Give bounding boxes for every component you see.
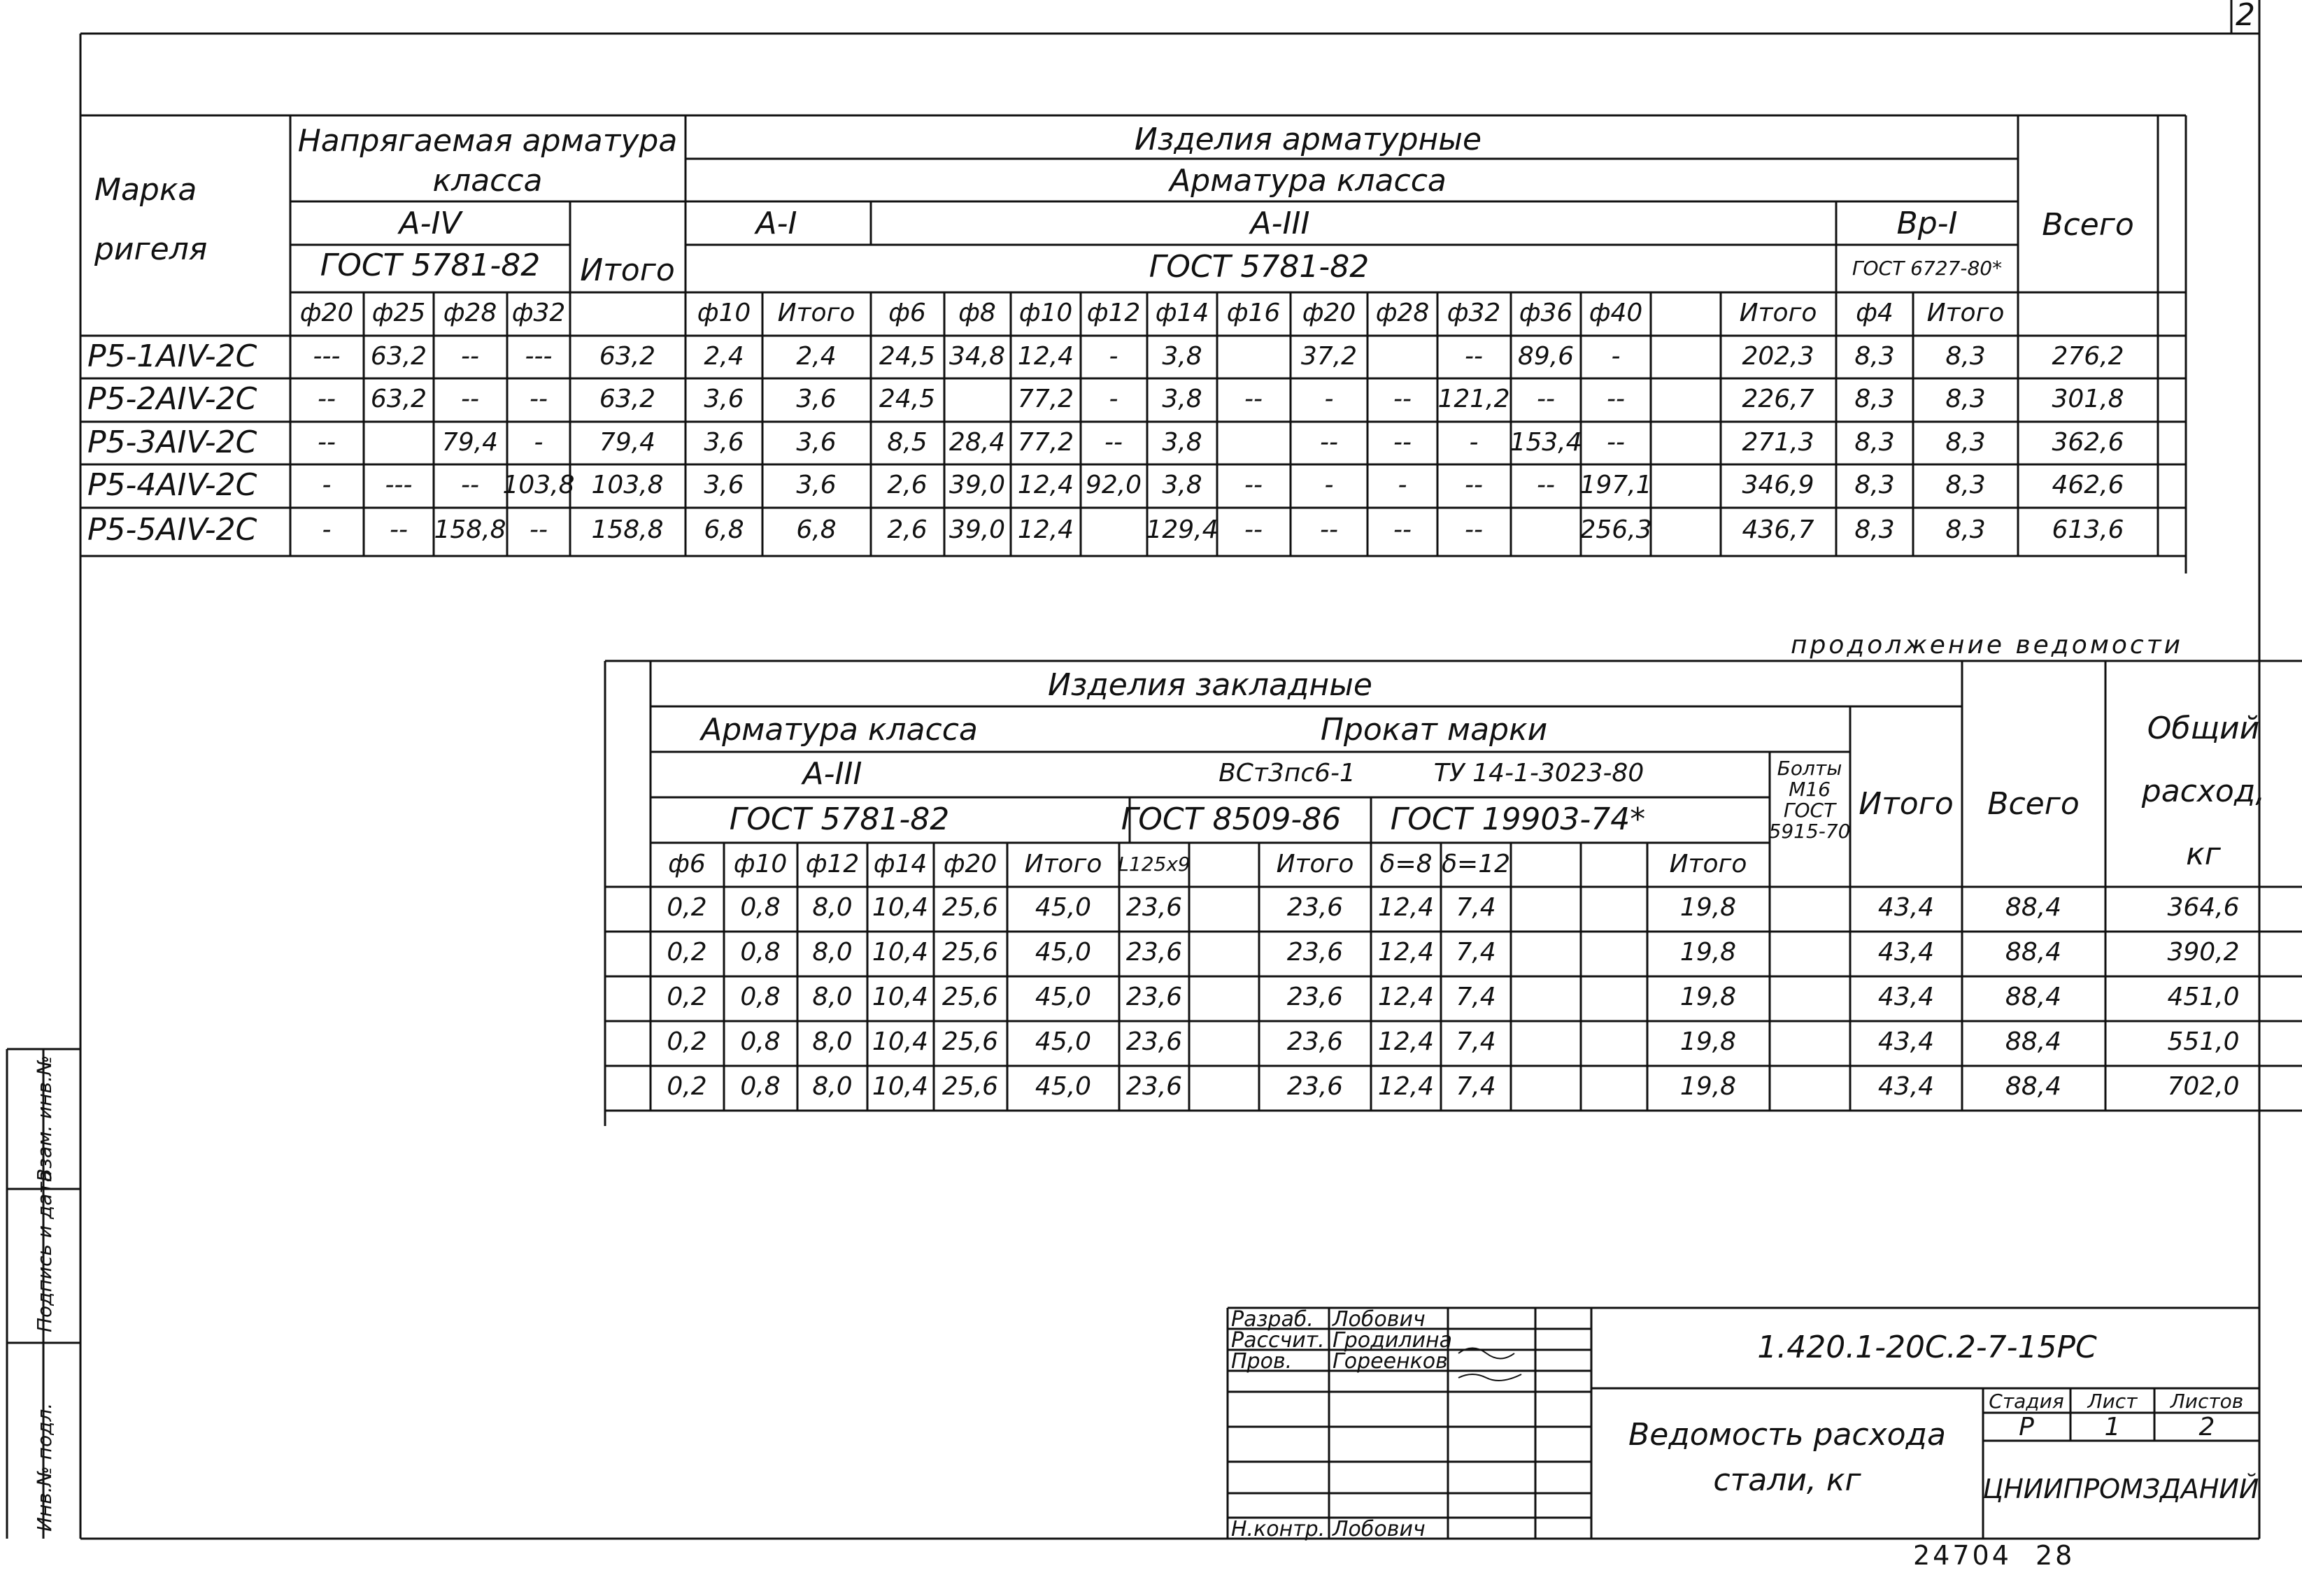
- t2-col-h: Итого: [1024, 850, 1102, 878]
- table1-cell: 3,8: [1162, 471, 1202, 499]
- t2-col-h: δ=8: [1379, 850, 1433, 878]
- table1-cell: 37,2: [1300, 342, 1358, 371]
- table1-cell: -: [1109, 385, 1118, 413]
- table1-cell: 24,5: [879, 385, 936, 413]
- table1-cell: --: [1393, 515, 1412, 544]
- table2-cell: 23,6: [1125, 893, 1183, 922]
- t1-head-rigelya: ригеля: [94, 231, 208, 267]
- t1-col-h: ф10: [697, 299, 751, 327]
- table1-cell: 256,3: [1579, 515, 1652, 544]
- table2-cell: 10,4: [872, 1072, 929, 1101]
- stamp-role: Разраб.: [1231, 1307, 1314, 1332]
- table2-cell: 88,4: [2005, 893, 2062, 922]
- table1-cell: --: [461, 342, 479, 371]
- table1-cell: --: [1244, 385, 1263, 413]
- t1-head-aiv: А-IV: [399, 206, 462, 241]
- t2-col-h: Итого: [1669, 850, 1747, 878]
- table1-cell: 79,4: [441, 428, 499, 457]
- table2-cell: 8,0: [812, 1072, 853, 1101]
- table1-cell: --: [1537, 471, 1555, 499]
- stamp-role: Рассчит.: [1231, 1328, 1325, 1353]
- table1-cell: 8,3: [1854, 471, 1895, 499]
- table1-cell: 8,3: [1945, 471, 1986, 499]
- table1-cell: --: [390, 515, 408, 544]
- table1-cell: -: [1469, 428, 1479, 457]
- t1-col-h: ф4: [1856, 299, 1894, 327]
- corner-mark: 2: [2236, 0, 2255, 33]
- table2-cell: 23,6: [1125, 1072, 1183, 1101]
- table2-cell: 25,6: [942, 1072, 999, 1101]
- table1-cell: 6,8: [796, 515, 837, 544]
- table2-cell: 8,0: [812, 938, 853, 967]
- t1-col-h: Итого: [1739, 299, 1817, 327]
- t1-col-h: ф32: [511, 299, 566, 327]
- row-mark: Р5-5АIV-2С: [87, 512, 257, 548]
- t2-head-izdeliya: Изделия закладные: [1048, 667, 1372, 703]
- table1-cell: 158,8: [434, 515, 506, 544]
- t1-head-gost-mid: ГОСТ 5781-82: [1149, 249, 1370, 285]
- table1-cell: 2,6: [887, 471, 928, 499]
- t2-col-h: Итого: [1276, 850, 1354, 878]
- table1-cell: -: [322, 515, 332, 544]
- table2-cell: 45,0: [1035, 938, 1092, 967]
- table1-cell: 346,9: [1742, 471, 1814, 499]
- sheet-value: 1: [2104, 1413, 2121, 1441]
- table2-cell: 45,0: [1035, 983, 1092, 1011]
- table2-cell: 88,4: [2005, 1027, 2062, 1056]
- table1-cell: --: [461, 385, 479, 413]
- table1-cell: 92,0: [1085, 471, 1142, 499]
- table2-cell: 19,8: [1679, 938, 1737, 967]
- table2-cell: 12,4: [1377, 893, 1435, 922]
- table2-cell: 23,6: [1286, 893, 1344, 922]
- table2-cell: 19,8: [1679, 1027, 1737, 1056]
- table2-cell: 43,4: [1877, 1072, 1935, 1101]
- t1-col-h: ф14: [1155, 299, 1209, 327]
- table1-cell: --: [318, 385, 336, 413]
- table1-cell: ---: [525, 342, 553, 371]
- table1-cell: --: [1244, 515, 1263, 544]
- table1-cell: -: [1398, 471, 1407, 499]
- table1-cell: -: [322, 471, 332, 499]
- table1-cell: 158,8: [591, 515, 664, 544]
- table2-cell: 43,4: [1877, 893, 1935, 922]
- table1-cell: 8,3: [1854, 385, 1895, 413]
- table1-cell: 2,6: [887, 515, 928, 544]
- t1-col-h: ф12: [1086, 299, 1141, 327]
- row-mark: Р5-3АIV-2С: [87, 425, 257, 460]
- table1-cell: 2,4: [796, 342, 837, 371]
- table2-cell: 23,6: [1286, 1072, 1344, 1101]
- table2-cell: 7,4: [1456, 983, 1496, 1011]
- table1-cell: 613,6: [2052, 515, 2124, 544]
- footer-inv: 24704: [1913, 1540, 2012, 1571]
- table1-cell: 436,7: [1742, 515, 1814, 544]
- table2-cell: 10,4: [872, 983, 929, 1011]
- table1-cell: 39,0: [948, 515, 1006, 544]
- t2-head-obshchiy: Общий: [2147, 711, 2260, 746]
- table2-cell: 0,8: [740, 1072, 781, 1101]
- table1-cell: 8,3: [1945, 428, 1986, 457]
- table1-cell: 3,6: [704, 471, 744, 499]
- table1-cell: 3,6: [796, 385, 837, 413]
- table2-cell: 7,4: [1456, 1027, 1496, 1056]
- t1-col-h: ф20: [299, 299, 354, 327]
- table1-cell: 3,8: [1162, 385, 1202, 413]
- table1-cell: --: [1607, 385, 1625, 413]
- table1-cell: --: [1607, 428, 1625, 457]
- table1-cell: 28,4: [948, 428, 1006, 457]
- table1-cell: 103,8: [591, 471, 664, 499]
- doc-code: 1.420.1-20С.2-7-15РС: [1757, 1330, 2097, 1365]
- t2-head-bolt: Болты: [1777, 757, 1842, 780]
- t2-note: продолжение ведомости: [1791, 631, 2184, 660]
- t1-head-aiii: А-III: [1250, 206, 1310, 241]
- table1-cell: 12,4: [1017, 515, 1074, 544]
- table2-cell: 0,2: [667, 983, 707, 1011]
- t1-col-h: ф6: [888, 299, 926, 327]
- table1-cell: 3,8: [1162, 342, 1202, 371]
- t1-head-vr: Вр-I: [1896, 206, 1958, 241]
- table2-cell: 8,0: [812, 983, 853, 1011]
- table2-cell: 23,6: [1125, 938, 1183, 967]
- t1-head-izdeliya: Изделия арматурные: [1134, 122, 1482, 157]
- table2-cell: 12,4: [1377, 983, 1435, 1011]
- table1-cell: 6,8: [704, 515, 744, 544]
- table1-cell: 226,7: [1742, 385, 1814, 413]
- table1-cell: 39,0: [948, 471, 1006, 499]
- table1-cell: 8,5: [887, 428, 928, 457]
- table2-cell: 10,4: [872, 938, 929, 967]
- table1-cell: --: [530, 385, 548, 413]
- table2-cell: 551,0: [2167, 1027, 2240, 1056]
- row-mark: Р5-4АIV-2С: [87, 467, 257, 503]
- table1-cell: 12,4: [1017, 342, 1074, 371]
- table2-cell: 23,6: [1286, 983, 1344, 1011]
- table1-cell: 8,3: [1854, 428, 1895, 457]
- t2-col-h: ф14: [873, 850, 928, 878]
- table1-cell: -: [1611, 342, 1621, 371]
- table1-cell: 129,4: [1146, 515, 1219, 544]
- table1-cell: 301,8: [2052, 385, 2124, 413]
- table1-cell: 24,5: [879, 342, 936, 371]
- table1-cell: 202,3: [1742, 342, 1814, 371]
- t2-col-h: ф20: [943, 850, 997, 878]
- table1-cell: -: [1324, 385, 1334, 413]
- table2-cell: 0,2: [667, 893, 707, 922]
- table2-cell: 7,4: [1456, 938, 1496, 967]
- table2-cell: 43,4: [1877, 983, 1935, 1011]
- t1-col-h: ф28: [443, 299, 497, 327]
- table2-cell: 0,8: [740, 938, 781, 967]
- table1-cell: 8,3: [1945, 385, 1986, 413]
- sheets-value: 2: [2198, 1413, 2215, 1441]
- table1-cell: 79,4: [599, 428, 656, 457]
- table1-cell: --: [1465, 471, 1483, 499]
- table1-cell: --: [1393, 428, 1412, 457]
- t1-col-h: ф32: [1447, 299, 1501, 327]
- doc-title-1: Ведомость расхода: [1628, 1417, 1946, 1453]
- t1-col-h: ф10: [1018, 299, 1073, 327]
- t1-col-h: ф25: [371, 299, 426, 327]
- table2-cell: 23,6: [1286, 1027, 1344, 1056]
- table1-cell: -: [1324, 471, 1334, 499]
- t2-head-obshchiy: расход,: [2141, 774, 2266, 809]
- table2-cell: 43,4: [1877, 1027, 1935, 1056]
- t2-head-vsego: Всего: [1987, 786, 2080, 822]
- table1-cell: --: [318, 428, 336, 457]
- t1-head-marka: Марка: [94, 172, 197, 208]
- footer-num: 28: [2035, 1540, 2075, 1571]
- t1-head-gost-vr: ГОСТ 6727-80*: [1852, 257, 2003, 280]
- t1-col-h: ф28: [1375, 299, 1430, 327]
- t2-col-h: L125х9: [1118, 853, 1191, 876]
- t1-head-vsego: Всего: [2042, 207, 2134, 243]
- table2-cell: 10,4: [872, 893, 929, 922]
- table2-cell: 25,6: [942, 983, 999, 1011]
- table1-cell: 3,6: [704, 385, 744, 413]
- stamp-role: Пров.: [1231, 1349, 1293, 1374]
- t2-head-prokat: Прокат марки: [1320, 712, 1548, 748]
- table2-cell: 0,8: [740, 1027, 781, 1056]
- t2-head-gost-b: ГОСТ 8509-86: [1121, 801, 1342, 837]
- t2-col-h: δ=12: [1442, 850, 1510, 878]
- table1-cell: --: [1320, 515, 1338, 544]
- table1-cell: 271,3: [1742, 428, 1814, 457]
- side-label-inv: Инв.№ подл.: [33, 1402, 56, 1532]
- table2-cell: 364,6: [2167, 893, 2240, 922]
- stage-value: Р: [2019, 1413, 2034, 1441]
- table2-cell: 0,8: [740, 983, 781, 1011]
- table2-cell: 43,4: [1877, 938, 1935, 967]
- side-label-vzam: Взам. инв.№: [33, 1055, 56, 1182]
- table1-cell: --: [1465, 342, 1483, 371]
- table2-cell: 10,4: [872, 1027, 929, 1056]
- stage-header: Стадия: [1989, 1390, 2064, 1413]
- table1-cell: 276,2: [2052, 342, 2124, 371]
- organization: ЦНИИПРОМЗДАНИЙ: [1982, 1474, 2259, 1504]
- table1-cell: 3,6: [704, 428, 744, 457]
- table2-cell: 23,6: [1125, 1027, 1183, 1056]
- table2-cell: 451,0: [2167, 983, 2240, 1011]
- row-mark: Р5-1АIV-2С: [87, 339, 257, 374]
- t1-col-h: ф36: [1519, 299, 1573, 327]
- t1-head-klassa: класса: [432, 163, 543, 199]
- table1-cell: 8,3: [1945, 515, 1986, 544]
- table2-cell: 88,4: [2005, 938, 2062, 967]
- stamp-name: Лобович: [1333, 1517, 1426, 1541]
- t2-head-armatura: Арматура класса: [701, 712, 978, 748]
- table2-cell: 0,2: [667, 1027, 707, 1056]
- t1-col-h: ф20: [1302, 299, 1356, 327]
- table2-cell: 8,0: [812, 893, 853, 922]
- table2-cell: 12,4: [1377, 1072, 1435, 1101]
- table1-cell: --: [1104, 428, 1123, 457]
- t2-head-aiii: А-III: [802, 756, 862, 792]
- doc-title-2: стали, кг: [1713, 1462, 1861, 1498]
- stamp-name: Гореенков: [1333, 1349, 1448, 1374]
- sheets-header: Листов: [2170, 1390, 2244, 1413]
- t2-head-bolt: 5915-70: [1768, 820, 1851, 843]
- signature-marks: [1458, 1348, 1521, 1381]
- t2-head-obshchiy: кг: [2186, 836, 2221, 872]
- t2-col-h: ф6: [668, 850, 706, 878]
- table1-cell: 89,6: [1517, 342, 1575, 371]
- t2-col-h: ф12: [805, 850, 860, 878]
- table1-cell: 12,4: [1017, 471, 1074, 499]
- t2-head-gost-a: ГОСТ 5781-82: [729, 801, 950, 837]
- table2-cell: 12,4: [1377, 938, 1435, 967]
- table1-cell: -: [1109, 342, 1118, 371]
- stamp-role: Н.контр.: [1231, 1517, 1326, 1541]
- table1-cell: 63,2: [599, 385, 656, 413]
- table1-cell: 462,6: [2052, 471, 2124, 499]
- table1-cell: ---: [313, 342, 341, 371]
- table1-cell: --: [1393, 385, 1412, 413]
- table2-cell: 7,4: [1456, 893, 1496, 922]
- table1-cell: --: [461, 471, 479, 499]
- table1-cell: 197,1: [1579, 471, 1652, 499]
- t1-head-ai: А-I: [755, 206, 797, 241]
- t1-col-h: ф40: [1589, 299, 1643, 327]
- table1-cell: 8,3: [1945, 342, 1986, 371]
- t1-head-armatura-klassa: Арматура класса: [1170, 163, 1447, 199]
- table2-cell: 12,4: [1377, 1027, 1435, 1056]
- t1-head-itogo: Итого: [580, 252, 675, 288]
- t1-col-h: Итого: [1926, 299, 2005, 327]
- t2-head-tu: ТУ 14-1-3023-80: [1433, 759, 1644, 788]
- table1-cell: 121,2: [1437, 385, 1510, 413]
- table2-cell: 25,6: [942, 893, 999, 922]
- table1-cell: --: [1244, 471, 1263, 499]
- table1-cell: 63,2: [370, 385, 427, 413]
- table1-cell: --: [1537, 385, 1555, 413]
- side-label-sign: Подпись и дата: [33, 1170, 56, 1332]
- t2-col-h: ф10: [733, 850, 788, 878]
- table2-cell: 45,0: [1035, 893, 1092, 922]
- table1-cell: --: [1465, 515, 1483, 544]
- t2-head-itogo: Итого: [1859, 786, 1954, 822]
- table2-cell: 23,6: [1286, 938, 1344, 967]
- table2-cell: 23,6: [1125, 983, 1183, 1011]
- t1-col-h: ф8: [958, 299, 996, 327]
- table1-cell: 8,3: [1854, 342, 1895, 371]
- table1-cell: 77,2: [1017, 385, 1074, 413]
- t1-col-h: Итого: [777, 299, 855, 327]
- t2-head-bolt: ГОСТ: [1783, 799, 1836, 822]
- table1-cell: --: [1320, 428, 1338, 457]
- table2-cell: 45,0: [1035, 1072, 1092, 1101]
- table1-cell: -: [534, 428, 543, 457]
- table2-cell: 0,2: [667, 1072, 707, 1101]
- table1-cell: 3,8: [1162, 428, 1202, 457]
- table2-cell: 0,8: [740, 893, 781, 922]
- stamp-name: Лобович: [1333, 1307, 1426, 1332]
- table1-cell: 63,2: [370, 342, 427, 371]
- table1-cell: 153,4: [1509, 428, 1582, 457]
- table2-cell: 7,4: [1456, 1072, 1496, 1101]
- t2-head-gost-c: ГОСТ 19903-74*: [1390, 801, 1646, 837]
- table2-cell: 8,0: [812, 1027, 853, 1056]
- t1-col-h: ф16: [1226, 299, 1281, 327]
- table1-cell: 3,6: [796, 471, 837, 499]
- table1-cell: 8,3: [1854, 515, 1895, 544]
- table2-cell: 45,0: [1035, 1027, 1092, 1056]
- table1-cell: ---: [385, 471, 413, 499]
- table1-cell: 362,6: [2052, 428, 2124, 457]
- t1-head-gost-top: ГОСТ 5781-82: [320, 248, 541, 283]
- table1-cell: 34,8: [948, 342, 1006, 371]
- table1-cell: 77,2: [1017, 428, 1074, 457]
- table2-cell: 0,2: [667, 938, 707, 967]
- table2-cell: 19,8: [1679, 983, 1737, 1011]
- table1-cell: 103,8: [502, 471, 575, 499]
- t2-head-bolt: М16: [1789, 778, 1831, 801]
- table2-cell: 19,8: [1679, 893, 1737, 922]
- table2-cell: 88,4: [2005, 1072, 2062, 1101]
- row-mark: Р5-2АIV-2С: [87, 381, 257, 417]
- table2-cell: 25,6: [942, 938, 999, 967]
- table2-cell: 88,4: [2005, 983, 2062, 1011]
- table1-cell: 2,4: [704, 342, 744, 371]
- table2-cell: 390,2: [2167, 938, 2240, 967]
- table1-cell: --: [530, 515, 548, 544]
- table2-cell: 25,6: [942, 1027, 999, 1056]
- sheet-header: Лист: [2087, 1390, 2138, 1413]
- stamp-name: Гродилина: [1333, 1328, 1453, 1353]
- table1-cell: 3,6: [796, 428, 837, 457]
- table2-cell: 702,0: [2167, 1072, 2240, 1101]
- t1-head-napryag: Напрягаемая арматура: [297, 123, 678, 159]
- t2-head-vst: ВСт3пс6-1: [1219, 759, 1356, 788]
- table2-cell: 19,8: [1679, 1072, 1737, 1101]
- table1-cell: 63,2: [599, 342, 656, 371]
